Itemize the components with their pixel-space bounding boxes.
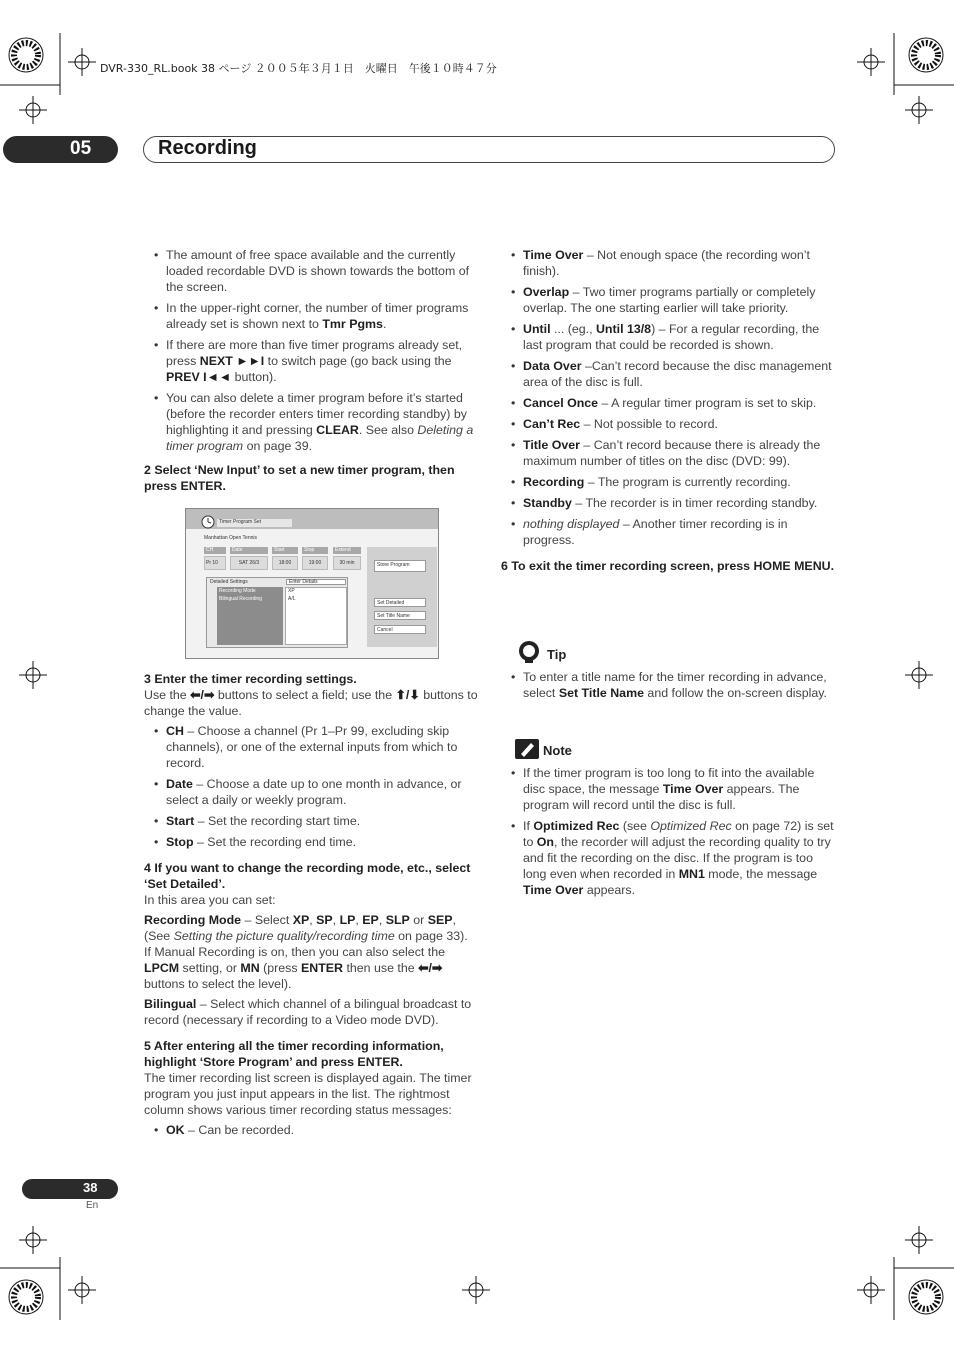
enter-details-header: Enter Details — [286, 579, 346, 585]
bullet-text: to switch page (go back using the — [264, 354, 452, 368]
text: , the recorder will adjust the recording quality to try and fit the recording on the disc. If the program is too long even when recorded in — [523, 835, 831, 881]
cross-reference: Optimized Rec — [650, 819, 732, 833]
term: Set Title Name — [558, 686, 644, 700]
term: Title Over — [523, 438, 580, 452]
list-item: • In the upper-right corner, the number of timer programs already set is shown next to Tmr Pgms. — [144, 300, 478, 332]
left-column-bottom — [144, 671, 478, 1143]
term: Can’t Rec — [523, 417, 581, 431]
term: ENTER — [301, 961, 343, 975]
clear-button-label: CLEAR — [316, 423, 359, 437]
bullet-text: on page 39. — [243, 439, 313, 453]
term: CH — [166, 724, 184, 738]
detail-settings-header: Detailed Settings — [210, 579, 248, 585]
chapter-title: Recording — [158, 137, 257, 159]
term: nothing displayed — [523, 517, 620, 531]
term: Time Over — [662, 782, 724, 796]
step-2-heading: 2 Select ‘New Input’ to set a new timer program, then press ENTER. — [144, 463, 455, 493]
col-header-start: Start — [272, 547, 298, 554]
intro-bullet-list — [144, 247, 478, 454]
chapter-number: 05 — [70, 138, 92, 159]
list-item — [144, 337, 478, 385]
note-list — [501, 765, 837, 898]
tip-section — [501, 669, 837, 706]
col-header-ch: CH — [204, 547, 226, 554]
desc: – Set the recording start time. — [194, 814, 361, 828]
term: OK — [166, 1123, 185, 1137]
bullet-text: The amount of free space available and the currently loaded recordable DVD is shown towards the bottom of the screen. — [166, 248, 470, 294]
extend-field[interactable]: 30 min — [333, 556, 361, 570]
col-header-extend: Extend — [333, 547, 361, 554]
term: Data Over — [523, 359, 582, 373]
desc: ... (eg., — [550, 322, 596, 336]
term: LPCM — [144, 961, 180, 975]
desc: – The recorder is in timer recording standby. — [571, 496, 818, 510]
list-item — [501, 437, 837, 469]
desc: – Choose a channel (Pr 1–Pr 99, excluding skip channels), or one of the external inputs from which to record. — [166, 724, 458, 770]
desc: – Two timer programs partially or completely overlap. The one starting earlier will take priority. — [523, 285, 816, 315]
mode: XP — [292, 913, 310, 927]
term: Stop — [166, 835, 194, 849]
list-item — [144, 247, 478, 295]
list-item — [501, 321, 837, 353]
page-number-pill — [22, 1179, 118, 1199]
note-section — [501, 765, 837, 903]
screen-title: Timer Program Set — [217, 519, 292, 527]
mode: LP — [339, 913, 356, 927]
corner-rosette-tl — [9, 38, 43, 72]
list-item — [144, 834, 478, 850]
left-right-arrows-icon: ⬅/➡ — [418, 961, 443, 975]
bilingual-recording-label[interactable]: Bilingual Recording — [219, 596, 263, 602]
corner-rosette-bl — [9, 1280, 43, 1314]
list-item — [501, 765, 837, 813]
term: Overlap — [523, 285, 570, 299]
list-item — [501, 284, 837, 316]
list-item — [501, 247, 837, 279]
bilingual-paragraph — [144, 996, 478, 1028]
left-right-arrows-icon: ⬅/➡ — [190, 688, 215, 702]
text: on page 33). If Manual Recording is on, then you can also select the — [144, 929, 468, 959]
bullet-text: In the upper-right corner, the number of timer programs already set is shown next to — [166, 301, 469, 331]
clock-icon — [201, 515, 215, 529]
next-button-label: NEXT ►►I — [199, 354, 265, 368]
desc: ) – For a regular recording, the last program that could be recorded is shown. — [523, 322, 820, 352]
term: Bilingual — [144, 997, 197, 1011]
corner-rosette-tr — [909, 38, 943, 72]
page-language: En — [86, 1200, 99, 1211]
list-item — [501, 495, 837, 511]
col-header-stop: Stop — [302, 547, 328, 554]
up-down-arrows-icon: ⬆/⬇ — [395, 688, 420, 702]
mode: EP — [362, 913, 379, 927]
timer-program-screen — [185, 508, 439, 659]
lightbulb-icon — [515, 639, 543, 665]
bullet-text: If there are more than five timer programs already set, press — [166, 338, 463, 368]
ch-field[interactable]: Pr 10 — [204, 556, 226, 570]
list-item — [501, 818, 837, 898]
desc: – The program is currently recording. — [584, 475, 791, 489]
term: Until 13/8 — [595, 322, 652, 336]
list-item — [501, 395, 837, 411]
cross-reference: Deleting a timer program — [166, 423, 474, 453]
text: (see — [619, 819, 651, 833]
print-header-line: DVR-330_RL.book 38 ページ ２００５年３月１日 火曜日 午後１０時４７分 — [100, 62, 497, 75]
bullet-bold: Tmr Pgms — [322, 317, 383, 331]
text: buttons to select the level). — [144, 977, 292, 991]
status-list — [501, 247, 837, 548]
text: (See — [144, 929, 174, 943]
mode: SEP — [427, 913, 453, 927]
term: Optimized Rec — [533, 819, 620, 833]
text: (press — [259, 961, 301, 975]
term: Time Over — [523, 248, 584, 262]
text: then use the — [343, 961, 419, 975]
text: buttons to select a field; use the — [214, 688, 396, 702]
date-field[interactable]: SAT 26/3 — [230, 556, 268, 570]
bilingual-value: A/L — [288, 596, 296, 602]
list-item — [144, 776, 478, 808]
list-item — [144, 813, 478, 829]
prev-button-label: PREV I◄◄ — [166, 370, 232, 384]
text: – Select — [241, 913, 293, 927]
corner-rosette-br — [909, 1280, 943, 1314]
recording-mode-label[interactable]: Recording Mode — [219, 588, 256, 594]
desc: – Another timer recording is in progress. — [523, 517, 788, 547]
text: If — [523, 819, 534, 833]
bullet-text: You can also delete a timer program before it’s started (before the recorder enters timer recording standby) by highlighting it and pressing — [166, 391, 467, 437]
desc: – A regular timer program is set to skip. — [598, 396, 817, 410]
col-header-date: Date — [230, 547, 268, 554]
list-item — [501, 358, 837, 390]
term: Recording Mode — [144, 913, 242, 927]
tip-label: Tip — [547, 647, 567, 662]
left-column-top — [144, 247, 478, 498]
tip-list — [501, 669, 837, 701]
desc: – Not possible to record. — [580, 417, 718, 431]
set-title-name-button[interactable]: Set Title Name — [374, 611, 426, 620]
text: and follow the on-screen display. — [643, 686, 827, 700]
text: buttons to change the value. — [144, 688, 478, 718]
text: appears. — [583, 883, 636, 897]
list-item — [144, 723, 478, 771]
step-5-text: The timer recording list screen is displayed again. The timer program you just input appears in the list. The rightmost column shows various timer recording status messages: — [144, 1071, 472, 1117]
term: Date — [166, 777, 193, 791]
chapter-number-pill — [3, 136, 118, 163]
term: Cancel Once — [523, 396, 599, 410]
term: On — [536, 835, 554, 849]
text: To enter a title name for the timer recording in advance, select — [523, 670, 827, 700]
bullet-text: . See also — [358, 423, 418, 437]
store-program-button[interactable]: Store Program — [374, 560, 426, 572]
term: Recording — [523, 475, 585, 489]
desc: –Can’t record because the disc management area of the disc is full. — [523, 359, 832, 389]
mode: SP — [316, 913, 333, 927]
mode: SLP — [385, 913, 410, 927]
list-item — [501, 669, 837, 701]
term: Start — [166, 814, 195, 828]
set-detailed-button[interactable]: Set Detailed — [374, 598, 426, 607]
term: Until — [523, 322, 551, 336]
field-list — [144, 723, 478, 850]
desc: – Not enough space (the recording won’t finish). — [523, 248, 811, 278]
cancel-button[interactable]: Cancel — [374, 625, 426, 634]
list-item — [501, 474, 837, 490]
ok-list — [144, 1122, 478, 1138]
note-pencil-icon — [515, 739, 539, 759]
list-item — [144, 1122, 478, 1138]
bullet-text: button). — [231, 370, 277, 384]
stop-field[interactable]: 19:00 — [302, 556, 328, 570]
text: Use the — [144, 688, 191, 702]
recording-mode-paragraph: Recording Mode – Select XP, SP, LP, EP, SLP or SEP, (See Setting the picture quality/recording time on page 33). If Manual Recording is on, then you can also select the LPCM setting, or MN (press ENTER then use the ⬅/➡ buttons to select the level). — [144, 913, 468, 991]
text: setting, or — [179, 961, 241, 975]
desc: – Choose a date up to one month in advance, or select a daily or weekly program. — [166, 777, 462, 807]
recording-mode-value: XP — [288, 588, 295, 594]
step-3-text — [144, 687, 478, 719]
text: appears. The program will record until the disc is full. — [523, 782, 800, 812]
term: Time Over — [523, 883, 584, 897]
step-6-heading: 6 To exit the timer recording screen, press HOME MENU. — [501, 559, 835, 573]
note-label: Note — [543, 743, 572, 758]
start-field[interactable]: 18:00 — [272, 556, 298, 570]
step-5-heading: 5 After entering all the timer recording information, highlight ‘Store Program’ and press ENTER. — [144, 1039, 444, 1069]
text: on page 72) is set to — [523, 819, 834, 849]
text: mode, the message — [704, 867, 818, 881]
text: If the timer program is too long to fit into the available disc space, the message — [523, 766, 815, 796]
right-column — [501, 247, 837, 578]
step-3-heading: 3 Enter the timer recording settings. — [144, 672, 357, 686]
cross-reference: Setting the picture quality/recording time — [173, 929, 395, 943]
list-item — [501, 416, 837, 432]
list-item — [501, 516, 837, 548]
desc: – Set the recording end time. — [193, 835, 357, 849]
term: MN — [240, 961, 260, 975]
step-4-intro: In this area you can set: — [144, 893, 276, 907]
term: Standby — [523, 496, 572, 510]
step-4-heading: 4 If you want to change the recording mode, etc., select ‘Set Detailed’. — [144, 861, 471, 891]
program-name: Manhattan Open Tennis — [204, 535, 258, 541]
list-item — [144, 390, 478, 454]
desc: – Can’t record because there is already the maximum number of titles on the disc (DVD: 99). — [523, 438, 821, 468]
text: – Select which channel of a bilingual broadcast to record (necessary if recording to a Video mode DVD). — [144, 997, 472, 1027]
desc: – Can be recorded. — [184, 1123, 295, 1137]
term: MN1 — [678, 867, 705, 881]
page-number: 38 — [83, 1180, 98, 1195]
